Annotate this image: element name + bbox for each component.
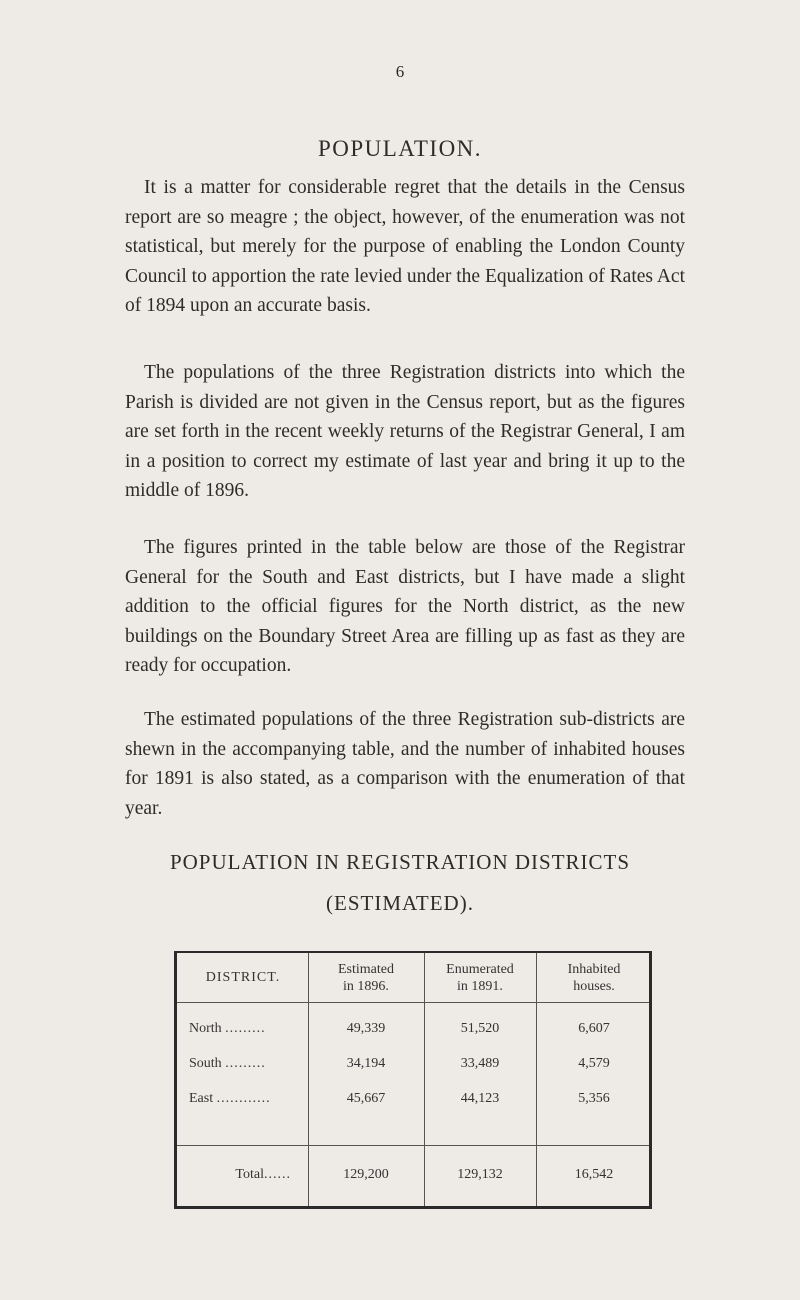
page-number: 6	[395, 62, 405, 81]
total-label: Total	[235, 1167, 264, 1182]
district-name: South	[189, 1056, 222, 1071]
population-table	[174, 951, 652, 1209]
table-row-district	[181, 1091, 305, 1107]
district-name: East	[189, 1091, 214, 1106]
paragraph-census: It is a matter for considerable regret that the details in the Census report are so meagre ; the object, however, of the enumeration was not statistical, but merely for the purpose of enabling the London County Council to apportion the rate levied under the Equalization of Rates Act of 1894 upon an accurate basis.	[125, 177, 685, 316]
leader-dots: ............	[216, 1091, 271, 1106]
paragraph-sub-districts: The estimated populations of the three Registration sub-districts are shewn in the accompanying table, and the number of inhabited houses for 1891 is also stated, as a comparison with the enumeration of that year.	[125, 709, 685, 819]
header-rule	[177, 1002, 649, 1003]
paragraph-table-figures: The figures printed in the table below are those of the Registrar General for the South and East districts, but I have made a slight addition to the official figures for the North district, as the new buildings on the Boundary Street Area are filling up as fast as they are ready for occupation.	[125, 537, 685, 676]
leader-dots: .........	[225, 1021, 266, 1036]
total-enumerated: 129,132	[457, 1167, 503, 1182]
cell-enumerated: 51,520	[460, 1021, 500, 1036]
leader-dots: .........	[225, 1056, 266, 1071]
header-enumerated-line2: in 1891.	[457, 979, 503, 994]
district-name: North	[189, 1021, 222, 1036]
table-row-district	[181, 1056, 305, 1072]
header-enumerated-line1: Enumerated	[446, 962, 514, 977]
cell-estimated: 45,667	[346, 1091, 386, 1106]
header-district: DISTRICT.	[205, 970, 281, 985]
paragraph-registration-districts: The populations of the three Registration districts into which the Parish is divided are not given in the Census report, but as the figures are set forth in the recent weekly returns of the Registrar General, I am in a position to correct my estimate of last year and bring it up to the middle of 1896.	[125, 362, 685, 501]
table-title: POPULATION IN REGISTRATION DISTRICTS	[169, 850, 631, 874]
column-divider	[536, 953, 537, 1206]
leader-dots: ......	[264, 1167, 291, 1182]
cell-enumerated: 33,489	[460, 1056, 500, 1071]
header-estimated	[310, 961, 422, 995]
header-enumerated	[426, 961, 534, 995]
header-houses-line2: houses.	[573, 979, 615, 994]
total-houses: 16,542	[574, 1167, 614, 1182]
header-estimated-line2: in 1896.	[343, 979, 389, 994]
header-estimated-line1: Estimated	[338, 962, 394, 977]
header-houses	[538, 961, 650, 995]
cell-houses: 6,607	[578, 1021, 610, 1036]
page-title: POPULATION.	[317, 136, 483, 161]
table-subtitle: (ESTIMATED).	[326, 891, 474, 915]
cell-houses: 5,356	[578, 1091, 610, 1106]
header-houses-line1: Inhabited	[567, 962, 621, 977]
cell-houses: 4,579	[578, 1056, 610, 1071]
total-label-cell	[181, 1167, 305, 1183]
column-divider	[424, 953, 425, 1206]
cell-estimated: 34,194	[346, 1056, 386, 1071]
total-rule	[177, 1145, 649, 1146]
column-divider	[308, 953, 309, 1206]
table-row-district	[181, 1021, 305, 1037]
cell-estimated: 49,339	[346, 1021, 386, 1036]
cell-enumerated: 44,123	[460, 1091, 500, 1106]
total-estimated: 129,200	[343, 1167, 389, 1182]
